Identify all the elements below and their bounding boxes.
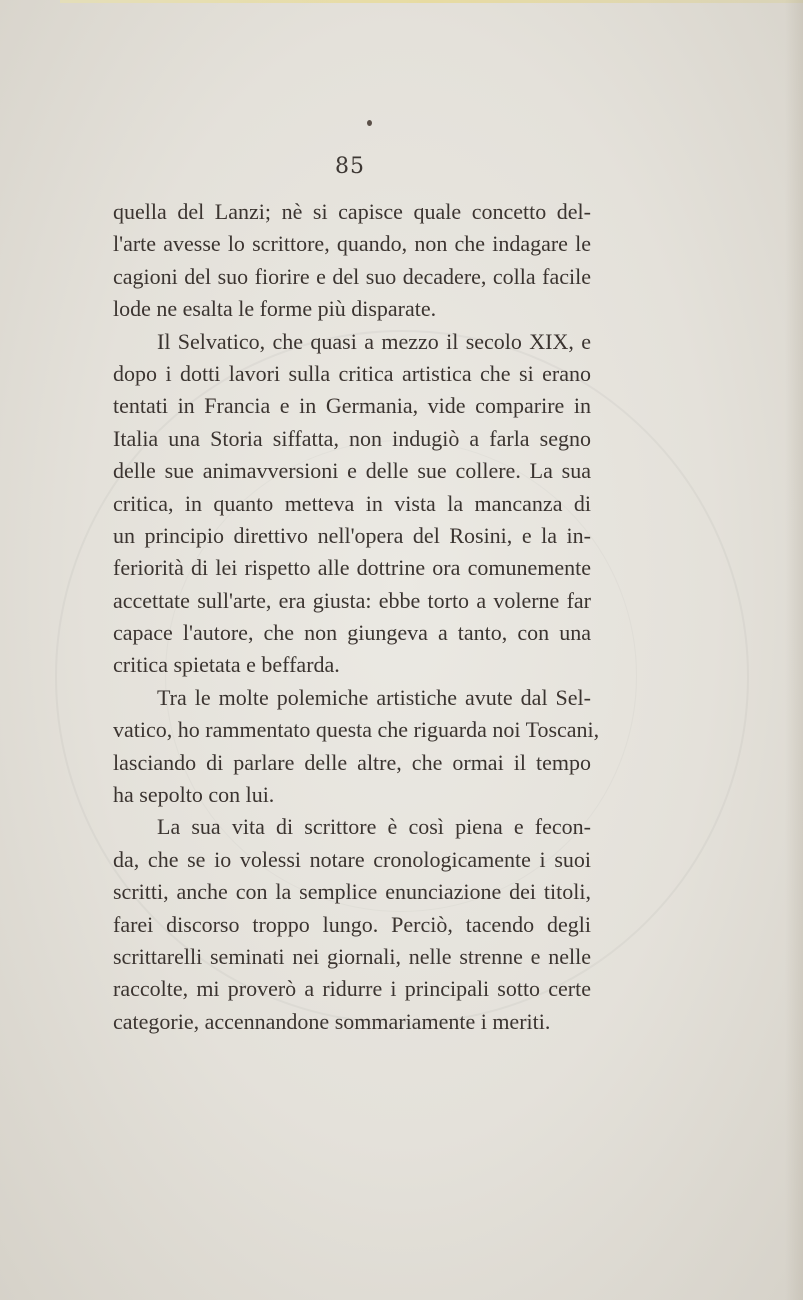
page-right-shadow xyxy=(785,0,803,1300)
text-line: critica, in quanto metteva in vista la mancanza di xyxy=(113,490,591,516)
text-line: lasciando di parlare delle altre, che ormai il tempo xyxy=(113,749,591,775)
text-line: ha sepolto con lui. xyxy=(113,782,275,808)
body-text xyxy=(113,196,600,1038)
text-line: dopo i dotti lavori sulla critica artistica che si erano xyxy=(113,360,591,386)
text-line: La sua vita di scrittore è così piena e fecon- xyxy=(157,814,591,840)
text-line: cagioni del suo fiorire e del suo decadere, colla facile xyxy=(113,263,591,289)
text-line: scrittarelli seminati nei giornali, nelle strenne e nelle xyxy=(113,943,591,969)
text-line: scritti, anche con la semplice enunciazione dei titoli, xyxy=(113,879,591,905)
text-line: feriorità di lei rispetto alle dottrine ora comunemente xyxy=(113,555,591,581)
text-line: categorie, accennandone sommariamente i meriti. xyxy=(113,1008,551,1034)
text-line: delle sue animavversioni e delle sue collere. La sua xyxy=(113,458,591,484)
text-line: da, che se io volessi notare cronologicamente i suoi xyxy=(113,846,591,872)
text-line: vatico, ho rammentato questa che riguarda noi Toscani, xyxy=(113,717,600,743)
text-line: tentati in Francia e in Germania, vide comparire in xyxy=(113,393,591,419)
text-line: lode ne esalta le forme più disparate. xyxy=(113,296,437,322)
text-line: Il Selvatico, che quasi a mezzo il secolo XIX, e xyxy=(157,328,591,354)
text-line: Italia una Storia siffatta, non indugiò a farla segno xyxy=(113,425,591,451)
text-line: critica spietata e beffarda. xyxy=(113,652,340,678)
text-line: capace l'autore, che non giungeva a tanto, con una xyxy=(113,620,591,646)
text-line: l'arte avesse lo scrittore, quando, non che indagare le xyxy=(113,231,591,257)
page-number: 85 xyxy=(335,154,365,179)
text-line: farei discorso troppo lungo. Perciò, tacendo degli xyxy=(113,911,591,937)
text-line: raccolte, mi proverò a ridurre i principali sotto certe xyxy=(113,976,591,1002)
ink-dot xyxy=(367,120,372,126)
text-line: quella del Lanzi; nè si capisce quale concetto del- xyxy=(113,199,591,224)
text-line: accettate sull'arte, era giusta: ebbe torto a volerne far xyxy=(113,587,591,613)
text-line: Tra le molte polemiche artistiche avute dal Sel- xyxy=(157,684,591,710)
page-top-edge xyxy=(60,0,803,3)
text-line: un principio direttivo nell'opera del Rosini, e la in- xyxy=(113,522,591,548)
